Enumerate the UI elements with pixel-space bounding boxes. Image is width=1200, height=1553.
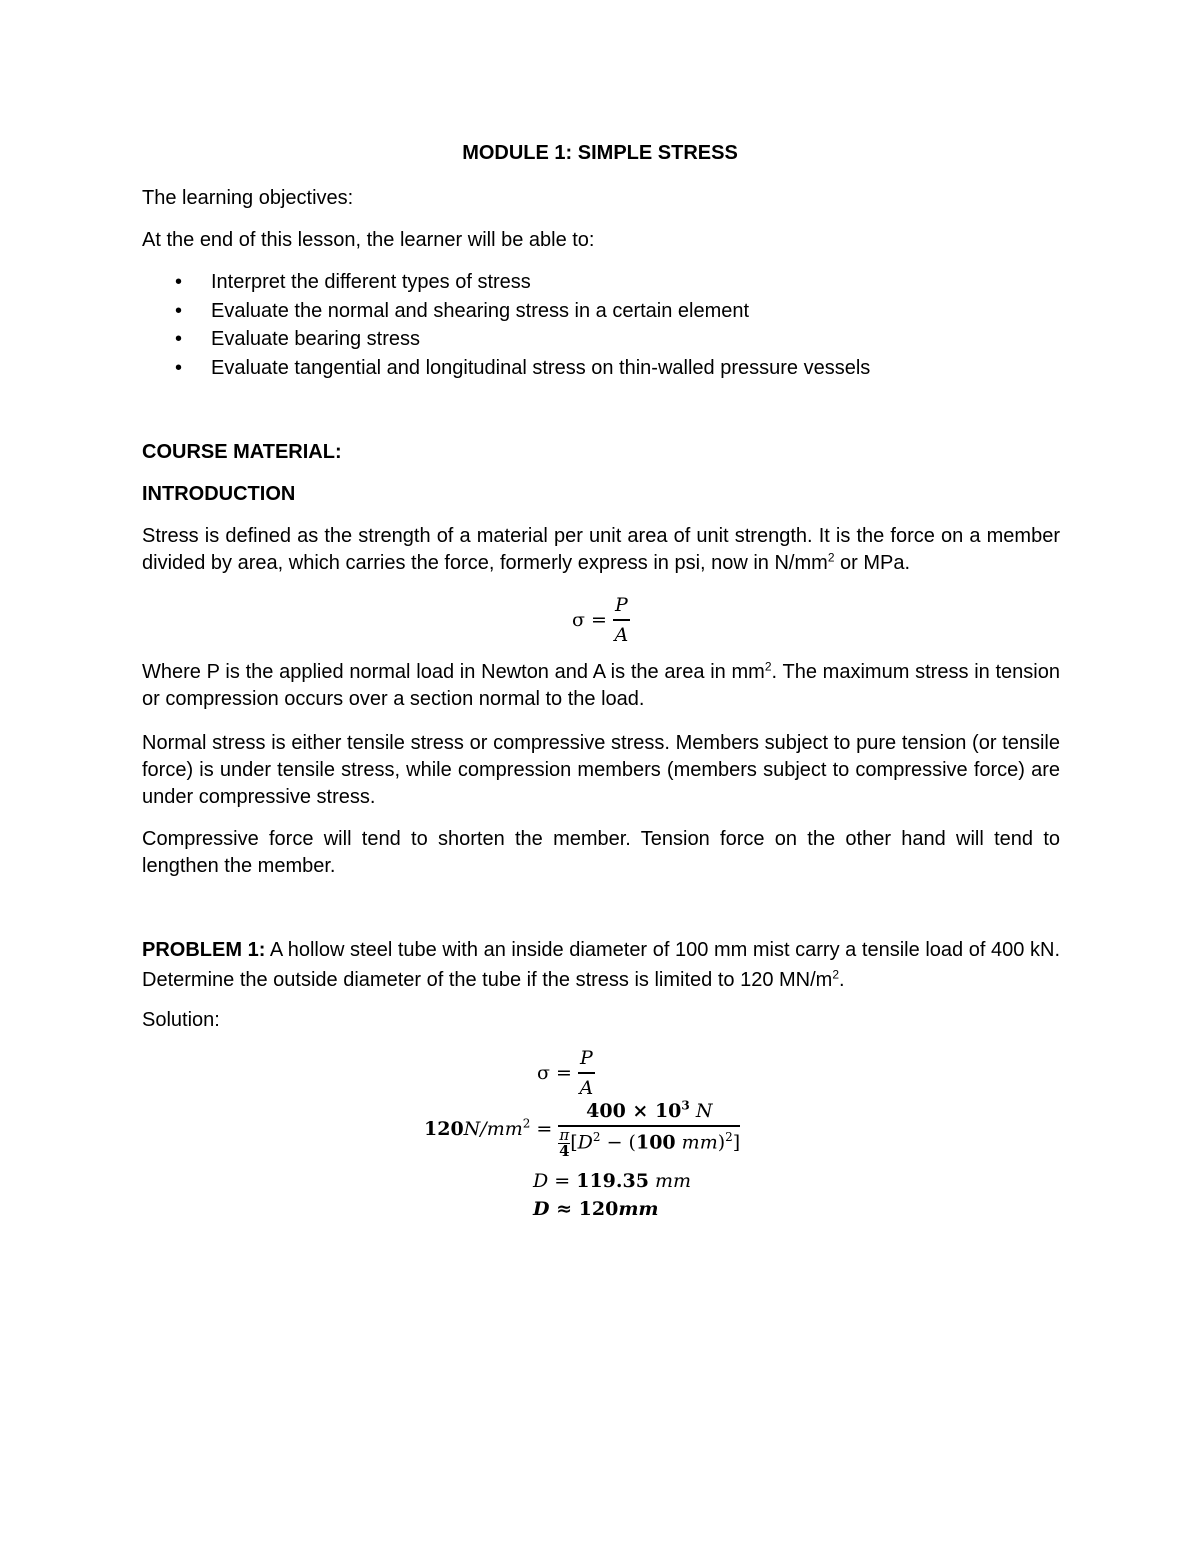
solution-equation-1: σ = $\frac{P}{A}$ bbox=[537, 1047, 594, 1099]
stress-formula: σ = $\frac{P}{A}$ bbox=[572, 594, 629, 646]
bullet-icon: • bbox=[175, 299, 183, 322]
compressive-paragraph: Compressive force will tend to shorten the member. Tension force on the other hand will tend to lengthen the member. bbox=[142, 828, 1060, 877]
solution-equation-3: D = 119.35 mm bbox=[533, 1170, 692, 1192]
objectives-list bbox=[142, 268, 1060, 382]
bullet-icon: • bbox=[175, 271, 183, 293]
module-title: MODULE 1: SIMPLE STRESS bbox=[462, 142, 738, 164]
list-item: • Evaluate the normal and shearing stress in a certain element bbox=[142, 297, 1060, 326]
list-item: • Interpret the different types of stress bbox=[142, 268, 1060, 297]
intro-paragraph: Stress is defined as the strength of a material per unit area of unit strength. It is the force on a member divided by area, which carries the force, formerly express in psi, now in $N/mm^2$ or MPa. bbox=[142, 525, 1060, 574]
objectives-intro: At the end of this lesson, the learner will be able to: bbox=[142, 229, 595, 251]
solution-equation-4: D ≈ 120mm bbox=[533, 1198, 659, 1220]
course-material-heading: COURSE MATERIAL: bbox=[142, 441, 342, 463]
normal-stress-paragraph: Normal stress is either tensile stress or compressive stress. Members subject to pure tension (or tensile force) is under tensile stress, while compression members (members subject to compressive force) are under compressive stress. bbox=[142, 732, 1060, 808]
where-paragraph: Where P is the applied normal load in Newton and A is the area in $mm^2$. The maximum stress in tension or compression occurs over a section normal to the load. bbox=[142, 659, 1060, 710]
objectives-heading: The learning objectives: bbox=[142, 187, 354, 209]
list-item: • Evaluate tangential and longitudinal stress on thin-walled pressure vessels bbox=[142, 354, 1060, 383]
solution-equation-2: $120N/mm^2$ = $400 \times 10^3$ N $\frac{\pi}{4}$ [$D^2 - (100$ mm)$^2$] bbox=[424, 1098, 741, 1160]
introduction-heading: INTRODUCTION bbox=[142, 483, 296, 505]
solution-label: Solution: bbox=[142, 1009, 220, 1031]
bullet-icon: • bbox=[175, 328, 183, 350]
problem-statement: PROBLEM 1: A hollow steel tube with an inside diameter of 100 mm mist carry a tensile load of 400 kN. Determine the outside diameter of the tube if the stress is limited to 120 $MN/m^2$. bbox=[142, 939, 1060, 991]
bullet-icon: • bbox=[175, 356, 183, 379]
list-item: • Evaluate bearing stress bbox=[142, 325, 1060, 354]
